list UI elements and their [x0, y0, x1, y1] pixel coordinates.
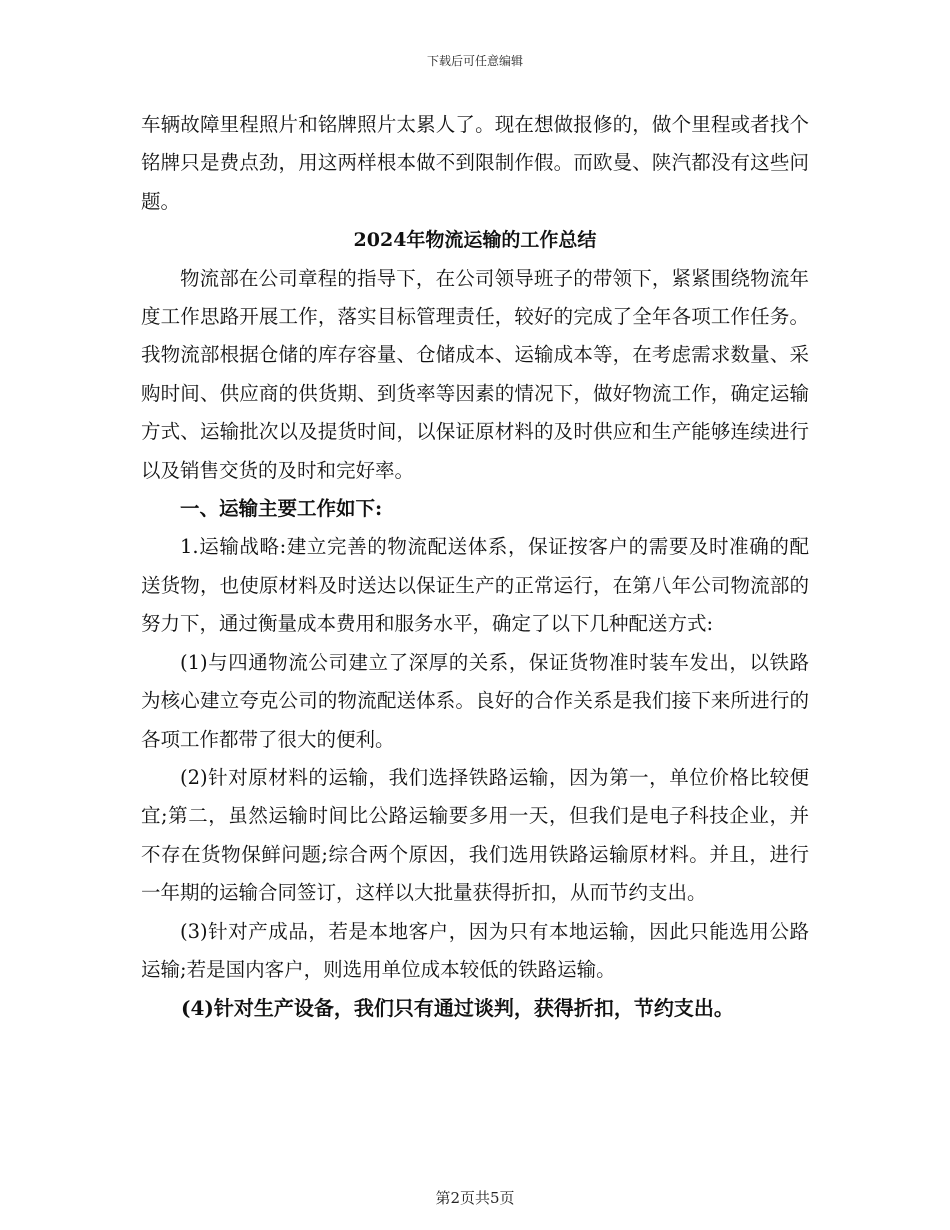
page-header: 下载后可任意编辑 — [426, 54, 523, 68]
paragraph-item-4: (4)针对生产设备，我们只有通过谈判，获得折扣，节约支出。 — [181, 996, 734, 1021]
paragraph-item-1: (1)与四通物流公司建立了深厚的关系，保证货物准时装车发出，以铁路为核心建立夸克公司的物流配送体系。良好的合作关系是我们接下来所进行的各项工作都带了很大的便利。 — [141, 650, 809, 751]
document-body — [141, 106, 809, 1028]
paragraph-strategy: 1.运输战略:建立完善的物流配送体系，保证按客户的需要及时准确的配送货物，也使原材料及时送达以保证生产的正常运行，在第八年公司物流部的努力下，通过衡量成本费用和服务水平，确定了以下几种配送方式: — [141, 535, 809, 636]
paragraph-intro: 车辆故障里程照片和铭牌照片太累人了。现在想做报修的，做个里程或者找个铭牌只是费点劲，用这两样根本做不到限制作假。而欧曼、陕汽都没有这些问题。 — [141, 113, 809, 213]
document-title: 2024年物流运输的工作总结 — [353, 229, 597, 252]
paragraph-overview: 物流部在公司章程的指导下，在公司领导班子的带领下，紧紧围绕物流年度工作思路开展工作，落实目标管理责任，较好的完成了全年各项工作任务。我物流部根据仓储的库存容量、仓储成本、运输成本等，在考虑需求数量、采购时间、供应商的供货期、到货率等因素的情况下，做好物流工作，确定运输方式、运输批次以及提货时间，以保证原材料的及时供应和生产能够连续进行以及销售交货的及时和完好率。 — [141, 266, 809, 482]
section-heading: 一、运输主要工作如下: — [180, 497, 383, 521]
paragraph-item-2: (2)针对原材料的运输，我们选择铁路运输，因为第一，单位价格比较便宜;第二，虽然运输时间比公路运输要多用一天，但我们是电子科技企业，并不存在货物保鲜问题;综合两个原因，我们选用铁路运输原材料。并且，进行一年期的运输合同签订，这样以大批量获得折扣，从而节约支出。 — [141, 765, 809, 905]
page-footer: 第2页共5页 — [435, 1189, 515, 1207]
paragraph-item-3: (3)针对产成品，若是本地客户，因为只有本地运输，因此只能选用公路运输;若是国内客户，则选用单位成本较低的铁路运输。 — [141, 919, 809, 981]
